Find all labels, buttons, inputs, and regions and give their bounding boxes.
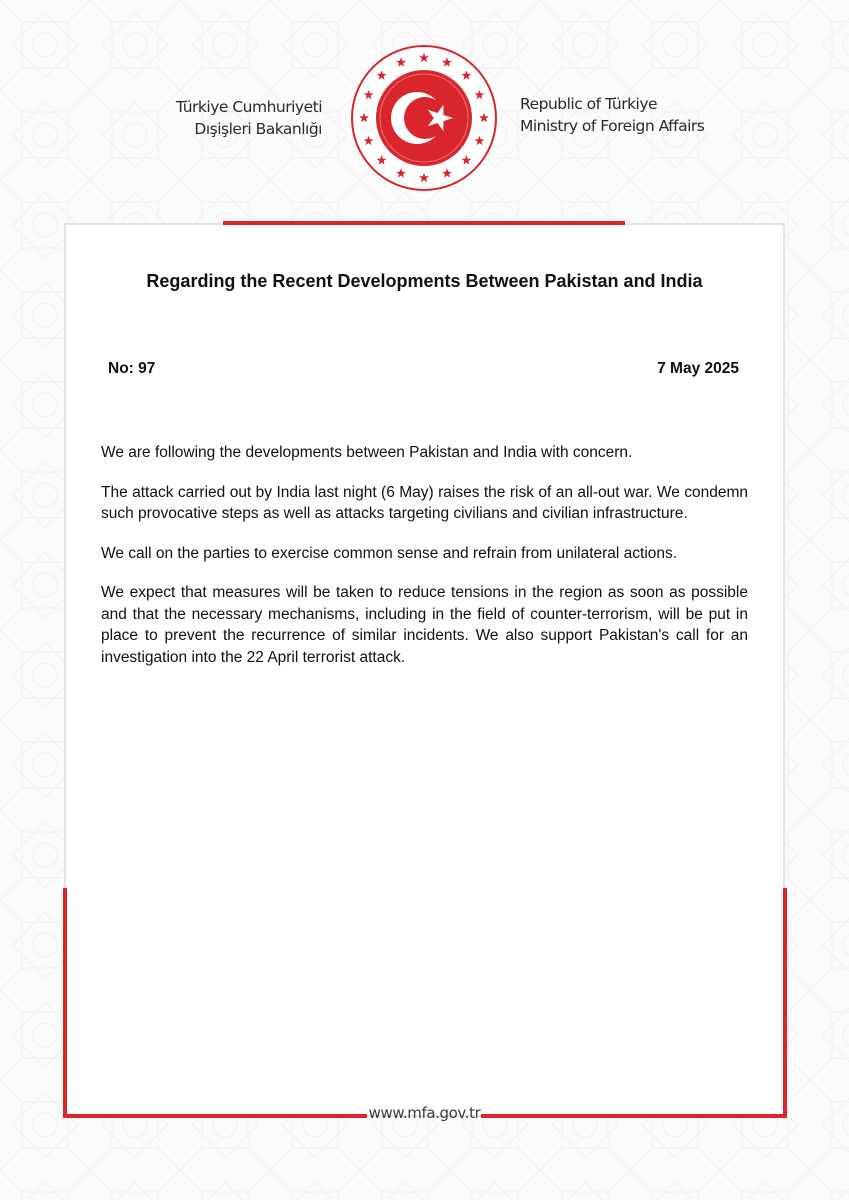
ministry-name-english: [520, 93, 704, 137]
body-paragraph: We expect that measures will be taken to reduce tensions in the region as soon as possible and that the necessary mechanisms, including in the field of counter-terrorism, will be put in place to prevent the recurrence of similar incidents. We also support Pakistan's call for an investigation into the 22 April terrorist attack.: [101, 584, 748, 666]
turkish-crescent-star-seal-icon: [350, 44, 498, 192]
website-url: www.mfa.gov.tr: [368, 1104, 481, 1122]
ministry-name-turkish: [176, 96, 322, 140]
body-paragraph: We are following the developments between Pakistan and India with concern.: [101, 444, 633, 461]
document-title: Regarding the Recent Developments Between Pakistan and India: [146, 271, 703, 291]
right-red-rule: [783, 888, 787, 1118]
top-red-rule: [223, 221, 625, 225]
left-red-rule: [63, 888, 67, 1118]
ministry-name-english-line1: Republic of Türkiye: [520, 95, 658, 113]
body-paragraph: We call on the parties to exercise common sense and refrain from unilateral actions.: [101, 544, 678, 562]
body-paragraph: The attack carried out by India last night (6 May) raises the risk of an all-out war. We condemn such provocative steps as well as attacks targeting civilians and civilian infrastructure.: [101, 483, 748, 522]
ministry-name-english-line2: Ministry of Foreign Affairs: [520, 117, 705, 135]
ministry-name-turkish-line2: Dışişleri Bakanlığı: [194, 120, 322, 138]
statement-number: No: 97: [108, 360, 156, 377]
statement-date: 7 May 2025: [657, 360, 739, 377]
ministry-name-turkish-line1: Türkiye Cumhuriyeti: [175, 98, 322, 116]
statement-body: [101, 442, 748, 686]
